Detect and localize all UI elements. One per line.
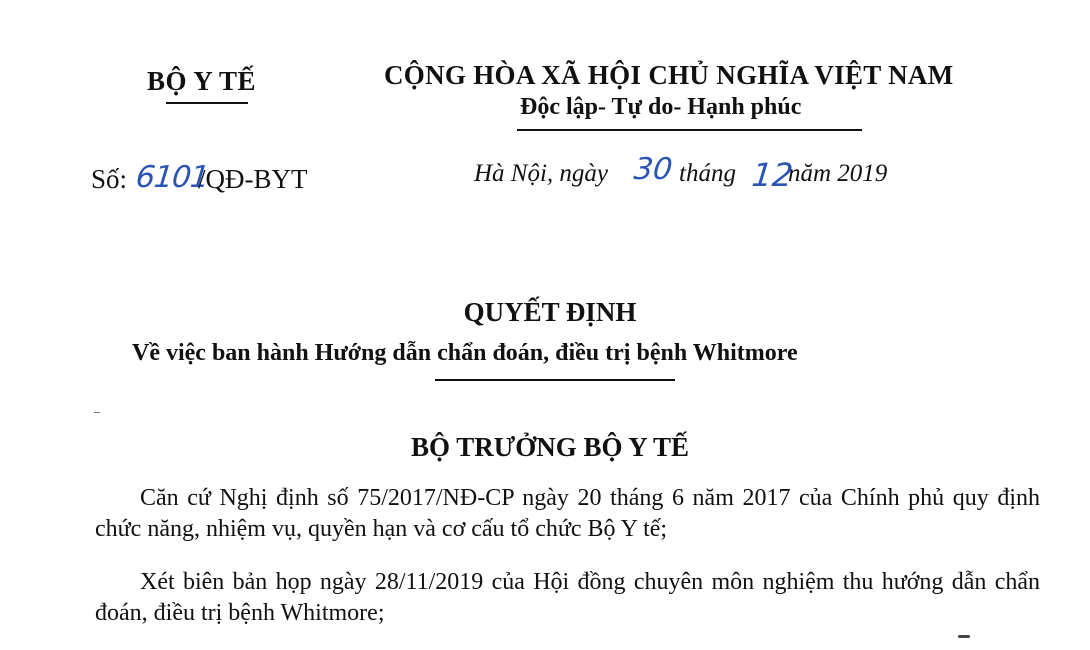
paragraph-text: Căn cứ Nghị định số 75/2017/NĐ-CP ngày 20 tháng 6 năm 2017 của Chính phủ quy định chức năng, nhiệm vụ, quyền hạn và cơ cấu tổ chức Bộ Y tế;: [95, 485, 1040, 542]
cut-off-text-fragment: [958, 635, 970, 638]
date-place-day-label: Hà Nội, ngày: [474, 160, 609, 187]
subtitle-underline-mark: [435, 379, 675, 381]
motto-underline: [517, 129, 862, 131]
body-paragraph: [95, 567, 1040, 629]
handwritten-month: 12: [750, 156, 795, 194]
body-paragraph: [95, 483, 1040, 545]
ministry-name: BỘ Y TẾ: [147, 66, 257, 96]
national-motto: Độc lập- Tự do- Hạnh phúc: [520, 94, 802, 120]
ministry-underline: [166, 102, 248, 104]
republic-name: CỘNG HÒA XÃ HỘI CHỦ NGHĨA VIỆT NAM: [384, 60, 954, 90]
issuing-authority: BỘ TRƯỞNG BỘ Y TẾ: [410, 432, 690, 462]
handwritten-day: 30: [632, 152, 675, 187]
margin-mark: [94, 412, 100, 413]
decision-subtitle: Về việc ban hành Hướng dẫn chẩn đoán, điều trị bệnh Whitmore: [132, 340, 798, 366]
document-number-prefix: Số:: [91, 164, 128, 194]
document-number-suffix: /QĐ-BYT: [198, 164, 308, 194]
decision-title: QUYẾT ĐỊNH: [463, 297, 637, 327]
date-month-label: tháng: [679, 160, 736, 187]
handwritten-document-number: 6101: [134, 160, 211, 195]
date-year: năm 2019: [788, 160, 888, 187]
paragraph-text: Xét biên bản họp ngày 28/11/2019 của Hội đồng chuyên môn nghiệm thu hướng dẫn chẩn đoán, điều trị bệnh Whitmore;: [95, 569, 1040, 626]
